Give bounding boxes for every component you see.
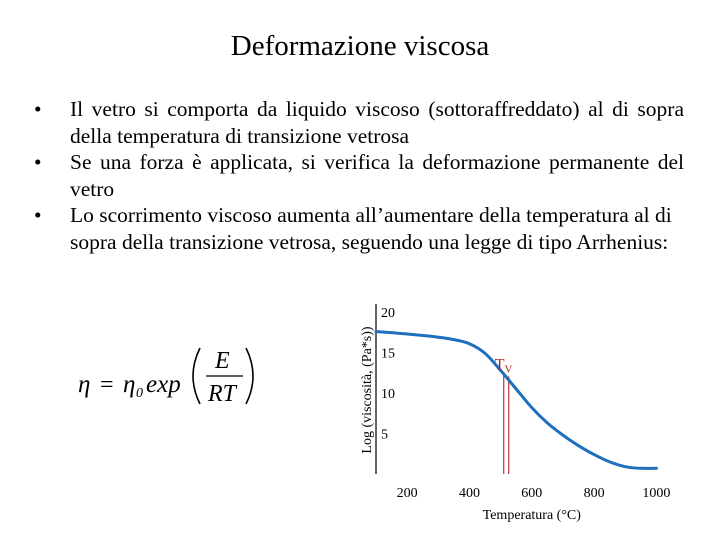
formula-equals: = — [100, 372, 114, 398]
x-tick-label: 400 — [458, 486, 480, 501]
formula-exp: exp — [146, 371, 181, 398]
bullet-text: Lo scorrimento viscoso aumenta all’aumentare della temperatura al di sopra della transizione vetrosa, seguendo una legge di tipo Arrhenius: — [70, 203, 672, 254]
chart-labels — [360, 306, 670, 523]
tv-label-main: T — [494, 356, 505, 374]
tv-label-subscript: V — [504, 363, 513, 376]
formula-eta0-subscript: 0 — [136, 386, 143, 401]
bullet-marker: • — [34, 203, 42, 227]
bullet-text: Il vetro si comporta da liquido viscoso (sottoraffreddato) al di sopra della temperatura di transizione vetrosa — [70, 97, 684, 148]
formula-eta: η — [78, 371, 91, 398]
x-tick-label: 1000 — [642, 486, 671, 501]
x-tick-label: 200 — [396, 486, 418, 501]
y-tick-label: 5 — [381, 427, 388, 443]
y-tick-label: 10 — [381, 387, 395, 403]
chart-marks — [376, 332, 656, 475]
x-tick-label: 800 — [583, 486, 605, 501]
y-axis-label: Log (viscosità, (Pa*s)) — [360, 326, 375, 454]
tv-label — [495, 356, 513, 375]
y-tick-label: 15 — [381, 346, 395, 362]
bullet-marker: • — [34, 150, 42, 174]
y-tick-label: 20 — [381, 306, 395, 322]
formula-numerator: E — [215, 348, 230, 374]
slide-title: Deformazione viscosa — [230, 30, 490, 62]
viscosity-curve — [376, 332, 656, 469]
formula-eta0: η — [123, 371, 136, 398]
formula-denominator: RT — [208, 381, 237, 407]
x-axis-label: Temperatura (°C) — [482, 508, 581, 523]
bullet-text: Se una forza è applicata, si verifica la deformazione permanente del vetro — [70, 150, 684, 201]
bullet-marker: • — [34, 97, 42, 121]
x-tick-label: 600 — [521, 486, 543, 501]
